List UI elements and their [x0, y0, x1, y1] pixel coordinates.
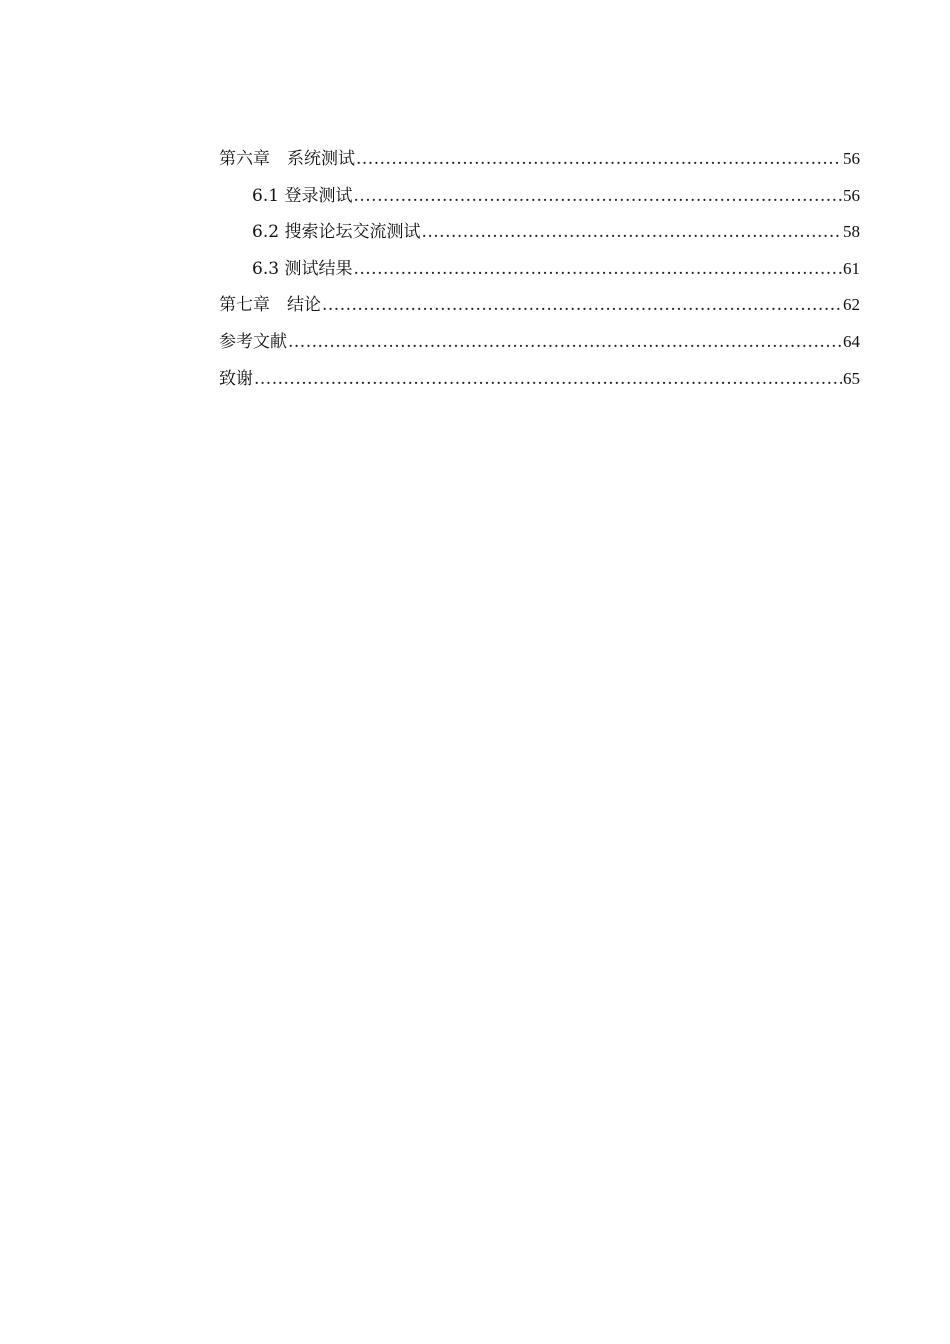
- toc-entry[interactable]: [219, 291, 860, 328]
- toc-leader-dots: [322, 291, 842, 319]
- toc-entry-page: 62: [843, 295, 860, 315]
- toc-entry[interactable]: [219, 218, 860, 255]
- table-of-contents: [219, 145, 860, 401]
- toc-entry-title: 6.2 搜索论坛交流测试: [252, 222, 421, 243]
- toc-entry-page: 58: [843, 222, 860, 242]
- toc-entry[interactable]: [219, 255, 860, 292]
- toc-entry[interactable]: [219, 182, 860, 219]
- toc-leader-dots: [421, 218, 842, 246]
- toc-leader-dots: [353, 182, 842, 210]
- toc-entry-title: 6.3 测试结果: [252, 258, 353, 279]
- toc-entry[interactable]: [219, 328, 860, 365]
- toc-entry-title: 6.1 登录测试: [252, 185, 353, 206]
- toc-entry-page: 65: [843, 368, 860, 388]
- toc-leader-dots: [288, 328, 842, 356]
- toc-entry-page: 56: [843, 185, 860, 205]
- toc-entry-page: 61: [843, 258, 860, 278]
- toc-leader-dots: [254, 365, 842, 393]
- toc-entry-title: 参考文献: [219, 331, 287, 352]
- toc-entry-page: 56: [843, 149, 860, 168]
- toc-entry-title: 第六章 系统测试: [219, 149, 355, 169]
- toc-entry-page: 64: [843, 331, 860, 351]
- toc-leader-dots: [353, 255, 842, 283]
- toc-entry[interactable]: [219, 365, 860, 402]
- toc-leader-dots: [356, 145, 842, 173]
- toc-entry[interactable]: [219, 145, 860, 182]
- toc-entry-title: 致谢: [219, 368, 253, 389]
- toc-entry-title: 第七章 结论: [219, 295, 321, 316]
